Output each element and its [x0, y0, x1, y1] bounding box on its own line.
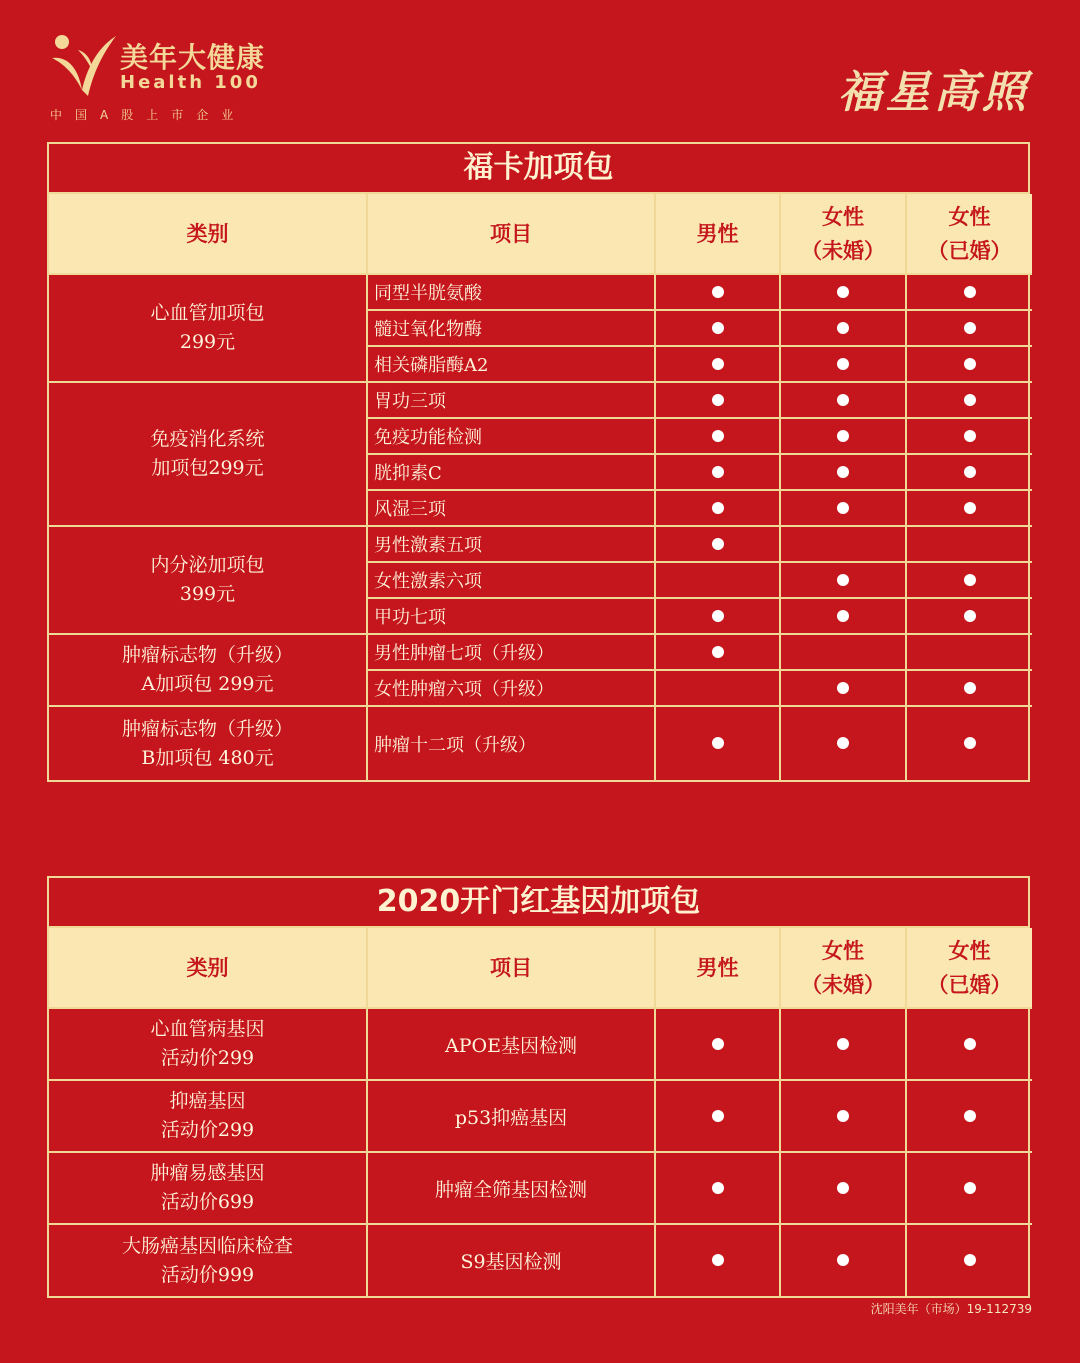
mark-cell-female-married: [906, 1080, 1032, 1152]
mark-cell-female-married: [906, 706, 1032, 780]
mark-cell-female-single: [780, 490, 906, 526]
included-dot-icon: [837, 322, 849, 334]
included-dot-icon: [964, 394, 976, 406]
col-header-male: 男性: [655, 928, 780, 1008]
table-row: [49, 634, 1032, 670]
mark-cell-female-married: [906, 526, 1032, 562]
mark-cell-female-married: [906, 598, 1032, 634]
item-name: 风湿三项: [367, 490, 655, 526]
included-dot-icon: [712, 502, 724, 514]
included-dot-icon: [712, 538, 724, 550]
included-dot-icon: [837, 466, 849, 478]
item-name: 肿瘤全筛基因检测: [367, 1152, 655, 1224]
included-dot-icon: [964, 358, 976, 370]
mark-cell-female-single: [780, 598, 906, 634]
mark-cell-female-married: [906, 670, 1032, 706]
col-header-item: 项目: [367, 194, 655, 274]
included-dot-icon: [964, 682, 976, 694]
mark-cell-female-single: [780, 562, 906, 598]
included-dot-icon: [712, 358, 724, 370]
item-name: 胃功三项: [367, 382, 655, 418]
item-name: 女性肿瘤六项（升级）: [367, 670, 655, 706]
included-dot-icon: [712, 322, 724, 334]
mark-cell-female-married: [906, 454, 1032, 490]
mark-cell-female-single: [780, 1152, 906, 1224]
brand-tagline: 中国A股上市企业: [50, 108, 247, 122]
mark-cell-male: [655, 706, 780, 780]
mark-cell-female-single: [780, 706, 906, 780]
category-cell: [49, 634, 367, 706]
included-dot-icon: [712, 1182, 724, 1194]
table-row: [49, 706, 1032, 780]
category-cell: [49, 1008, 367, 1080]
included-dot-icon: [964, 1254, 976, 1266]
included-dot-icon: [837, 286, 849, 298]
item-name: 同型半胱氨酸: [367, 274, 655, 310]
table-row: [49, 382, 1032, 418]
mark-cell-female-single: [780, 418, 906, 454]
included-dot-icon: [712, 737, 724, 749]
included-dot-icon: [837, 1254, 849, 1266]
included-dot-icon: [837, 610, 849, 622]
gene-addon-panel: [47, 876, 1030, 1298]
category-line: 抑癌基因: [169, 1090, 246, 1112]
mark-cell-female-single: [780, 1080, 906, 1152]
included-dot-icon: [712, 1038, 724, 1050]
item-name: 女性激素六项: [367, 562, 655, 598]
addon-table: [49, 194, 1032, 780]
item-name: 髓过氧化物酶: [367, 310, 655, 346]
included-dot-icon: [837, 1110, 849, 1122]
mark-cell-female-single: [780, 1224, 906, 1296]
mark-cell-male: [655, 274, 780, 310]
category-line: 活动价999: [160, 1263, 255, 1286]
category-cell: [49, 382, 367, 526]
category-line: 大肠癌基因临床检查: [121, 1234, 293, 1257]
category-line: 299元: [179, 331, 236, 353]
table-row: [49, 526, 1032, 562]
included-dot-icon: [964, 502, 976, 514]
brand-logo: [48, 30, 288, 126]
item-name: 胱抑素C: [367, 454, 655, 490]
mark-cell-male: [655, 598, 780, 634]
included-dot-icon: [712, 1254, 724, 1266]
mark-cell-male: [655, 562, 780, 598]
mark-cell-female-single: [780, 274, 906, 310]
included-dot-icon: [964, 286, 976, 298]
item-name: 甲功七项: [367, 598, 655, 634]
mark-cell-male: [655, 382, 780, 418]
mark-cell-male: [655, 418, 780, 454]
included-dot-icon: [837, 1182, 849, 1194]
mark-cell-female-married: [906, 562, 1032, 598]
included-dot-icon: [837, 430, 849, 442]
mark-cell-male: [655, 346, 780, 382]
included-dot-icon: [712, 430, 724, 442]
category-cell: [49, 526, 367, 634]
included-dot-icon: [837, 1038, 849, 1050]
included-dot-icon: [837, 737, 849, 749]
mark-cell-female-married: [906, 382, 1032, 418]
table-row: [49, 1080, 1032, 1152]
category-line: 活动价299: [160, 1119, 255, 1141]
mark-cell-male: [655, 310, 780, 346]
category-cell: [49, 1152, 367, 1224]
item-name: 肿瘤十二项（升级）: [367, 706, 655, 780]
category-line: 肿瘤标志物（升级）: [121, 644, 293, 666]
mark-cell-male: [655, 1080, 780, 1152]
included-dot-icon: [712, 466, 724, 478]
category-line: B加项包 480元: [141, 746, 274, 769]
item-name: 男性肿瘤七项（升级）: [367, 634, 655, 670]
included-dot-icon: [964, 1110, 976, 1122]
panel-title: 福卡加项包: [49, 144, 1028, 194]
included-dot-icon: [712, 646, 724, 658]
panel-title: 2020开门红基因加项包: [49, 878, 1028, 928]
mark-cell-male: [655, 1152, 780, 1224]
included-dot-icon: [837, 502, 849, 514]
included-dot-icon: [712, 1110, 724, 1122]
col-header-female-single: 女性 （未婚）: [780, 928, 906, 1008]
included-dot-icon: [837, 574, 849, 586]
included-dot-icon: [837, 358, 849, 370]
mark-cell-male: [655, 454, 780, 490]
item-name: 男性激素五项: [367, 526, 655, 562]
included-dot-icon: [964, 1038, 976, 1050]
included-dot-icon: [964, 1182, 976, 1194]
col-header-female-married: 女性 （已婚）: [906, 928, 1032, 1008]
included-dot-icon: [712, 286, 724, 298]
brand-name-en: Health 100: [120, 72, 261, 93]
mark-cell-female-married: [906, 490, 1032, 526]
col-header-category: 类别: [49, 194, 367, 274]
category-cell: [49, 274, 367, 382]
included-dot-icon: [712, 610, 724, 622]
mark-cell-male: [655, 634, 780, 670]
footer-code: 沈阳美年（市场）19-112739: [870, 1302, 1032, 1316]
logo-mark-icon: [48, 30, 118, 102]
mark-cell-female-married: [906, 418, 1032, 454]
category-cell: [49, 1080, 367, 1152]
header-row: [49, 928, 1032, 1008]
mark-cell-male: [655, 1008, 780, 1080]
included-dot-icon: [837, 682, 849, 694]
item-name: 相关磷脂酶A2: [367, 346, 655, 382]
mark-cell-female-single: [780, 310, 906, 346]
category-line: A加项包 299元: [141, 673, 274, 695]
mark-cell-female-married: [906, 634, 1032, 670]
header-row: [49, 194, 1032, 274]
category-line: 心血管病基因: [150, 1018, 265, 1040]
item-name: S9基因检测: [367, 1224, 655, 1296]
included-dot-icon: [964, 322, 976, 334]
category-line: 肿瘤标志物（升级）: [121, 717, 293, 740]
included-dot-icon: [837, 394, 849, 406]
col-header-female-married: 女性 （已婚）: [906, 194, 1032, 274]
table-row: [49, 1152, 1032, 1224]
category-cell: [49, 706, 367, 780]
included-dot-icon: [964, 737, 976, 749]
mark-cell-female-single: [780, 454, 906, 490]
mark-cell-female-married: [906, 310, 1032, 346]
category-line: 399元: [179, 583, 236, 605]
gene-table: [49, 928, 1032, 1296]
mark-cell-female-married: [906, 1224, 1032, 1296]
item-name: p53抑癌基因: [367, 1080, 655, 1152]
mark-cell-male: [655, 490, 780, 526]
mark-cell-male: [655, 670, 780, 706]
category-line: 加项包299元: [151, 457, 264, 479]
mark-cell-male: [655, 526, 780, 562]
col-header-item: 项目: [367, 928, 655, 1008]
table-row: [49, 274, 1032, 310]
included-dot-icon: [964, 466, 976, 478]
category-line: 免疫消化系统: [150, 428, 265, 450]
mark-cell-female-single: [780, 382, 906, 418]
mark-cell-female-single: [780, 346, 906, 382]
table-row: [49, 1008, 1032, 1080]
mark-cell-female-single: [780, 634, 906, 670]
col-header-male: 男性: [655, 194, 780, 274]
included-dot-icon: [964, 430, 976, 442]
blessing-calligraphy: 福星高照: [838, 67, 1030, 118]
mark-cell-female-married: [906, 1008, 1032, 1080]
included-dot-icon: [964, 574, 976, 586]
table-row: [49, 1224, 1032, 1296]
mark-cell-male: [655, 1224, 780, 1296]
category-line: 活动价699: [160, 1191, 255, 1213]
included-dot-icon: [964, 610, 976, 622]
mark-cell-female-single: [780, 526, 906, 562]
col-header-category: 类别: [49, 928, 367, 1008]
category-line: 肿瘤易感基因: [150, 1162, 265, 1184]
included-dot-icon: [712, 394, 724, 406]
item-name: 免疫功能检测: [367, 418, 655, 454]
welfare-card-addon-panel: [47, 142, 1030, 782]
item-name: APOE基因检测: [367, 1008, 655, 1080]
category-line: 内分泌加项包: [150, 554, 265, 576]
category-cell: [49, 1224, 367, 1296]
mark-cell-female-married: [906, 274, 1032, 310]
brand-name-cn: 美年大健康: [120, 41, 266, 74]
mark-cell-female-married: [906, 346, 1032, 382]
mark-cell-female-single: [780, 1008, 906, 1080]
mark-cell-female-single: [780, 670, 906, 706]
col-header-female-single: 女性 （未婚）: [780, 194, 906, 274]
category-line: 心血管加项包: [150, 302, 265, 324]
category-line: 活动价299: [160, 1047, 255, 1069]
mark-cell-female-married: [906, 1152, 1032, 1224]
